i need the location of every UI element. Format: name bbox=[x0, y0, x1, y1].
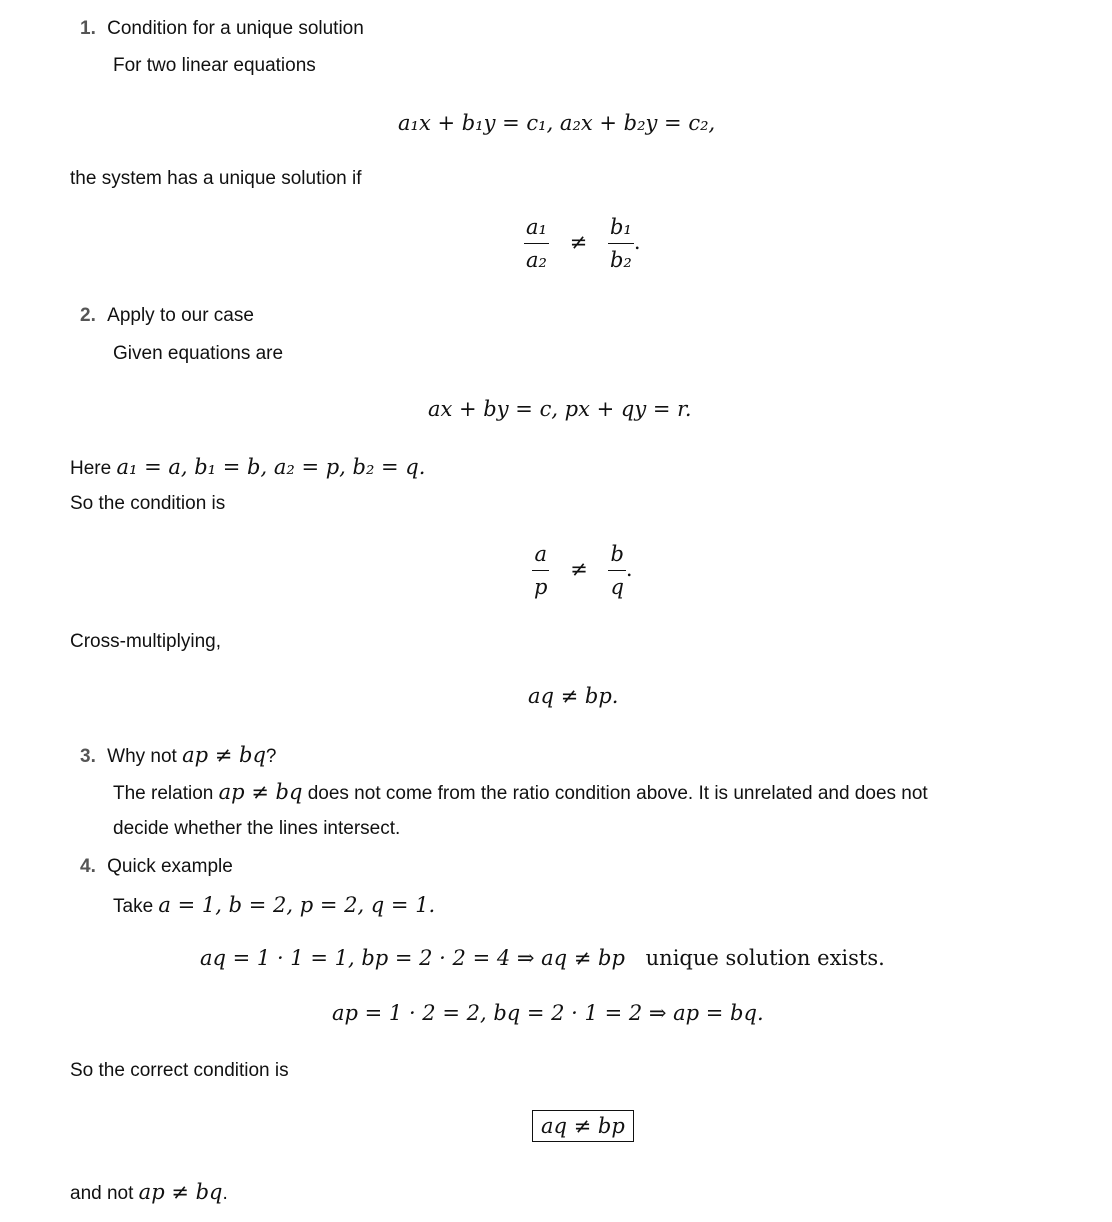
coefficient-mapping: a₁ = a, b₁ = b, a₂ = p, b₂ = q. bbox=[116, 455, 426, 479]
step-number: 1. bbox=[80, 18, 96, 39]
boxed-answer: aq ≠ bp bbox=[532, 1110, 634, 1142]
step-title: Quick example bbox=[107, 856, 233, 877]
fraction-b: $\frac{\text{b₁}}{\text{b₂}}$ bbox=[609, 215, 632, 272]
take-line: Take a = 1, b = 2, p = 2, q = 1. bbox=[113, 893, 436, 917]
step-title: Apply to our case bbox=[107, 305, 254, 326]
ratio-condition-specific: $\frac{a}{p}$ ≠ $\frac{b}{q}$ . bbox=[534, 542, 633, 599]
step-subtitle: For two linear equations bbox=[113, 55, 316, 76]
paragraph-text: Cross-multiplying, bbox=[70, 631, 221, 652]
step-number: 2. bbox=[80, 305, 96, 326]
fraction-a: $\frac{\text{a₁}}{\text{a₂}}$ bbox=[526, 215, 547, 272]
here-line: Here a₁ = a, b₁ = b, a₂ = p, b₂ = q. bbox=[70, 455, 426, 479]
step-subtitle: Given equations are bbox=[113, 343, 284, 364]
fraction-b-q: $\frac{b}{q}$ bbox=[610, 542, 624, 599]
step-3-heading: 3. Why not ap ≠ bq? bbox=[80, 743, 277, 767]
given-equations: ax + by = c, px + qy = r. bbox=[428, 397, 692, 421]
paragraph-text: So the correct condition is bbox=[70, 1060, 289, 1081]
step-1-heading bbox=[80, 17, 364, 41]
example-line-1: aq = 1 · 1 = 1, bp = 2 · 2 = 4 ⇒ aq ≠ bp unique solution exists. bbox=[200, 946, 885, 970]
paragraph-text: So the condition is bbox=[70, 493, 226, 514]
step-title: Condition for a unique solution bbox=[107, 18, 364, 39]
example-line-2: ap = 1 · 2 = 2, bq = 2 · 1 = 2 ⇒ ap = bq. bbox=[332, 1001, 764, 1025]
example-values: a = 1, b = 2, p = 2, q = 1. bbox=[158, 893, 436, 917]
general-equations: a₁x + b₁y = c₁, a₂x + b₂y = c₂, bbox=[398, 111, 716, 135]
final-line: and not ap ≠ bq. bbox=[70, 1180, 228, 1204]
fraction-a-p: $\frac{a}{p}$ bbox=[534, 542, 548, 599]
ratio-condition-general: $\frac{\text{a₁}}{\text{a₂}}$ ≠ $\frac{\text{b₁}}{\text{b₂}}$ . bbox=[526, 215, 641, 272]
step-3-line-1: The relation ap ≠ bq does not come from the ratio condition above. It is unrelated and does not bbox=[113, 780, 928, 804]
cross-multiplied-result: aq ≠ bp. bbox=[528, 684, 619, 708]
step-number: 3. bbox=[80, 746, 96, 767]
step-3-line-2: decide whether the lines intersect. bbox=[113, 818, 401, 839]
paragraph-text: the system has a unique solution if bbox=[70, 168, 362, 189]
step-number: 4. bbox=[80, 856, 96, 877]
step-2-heading bbox=[80, 304, 254, 328]
step-4-heading bbox=[80, 855, 233, 879]
